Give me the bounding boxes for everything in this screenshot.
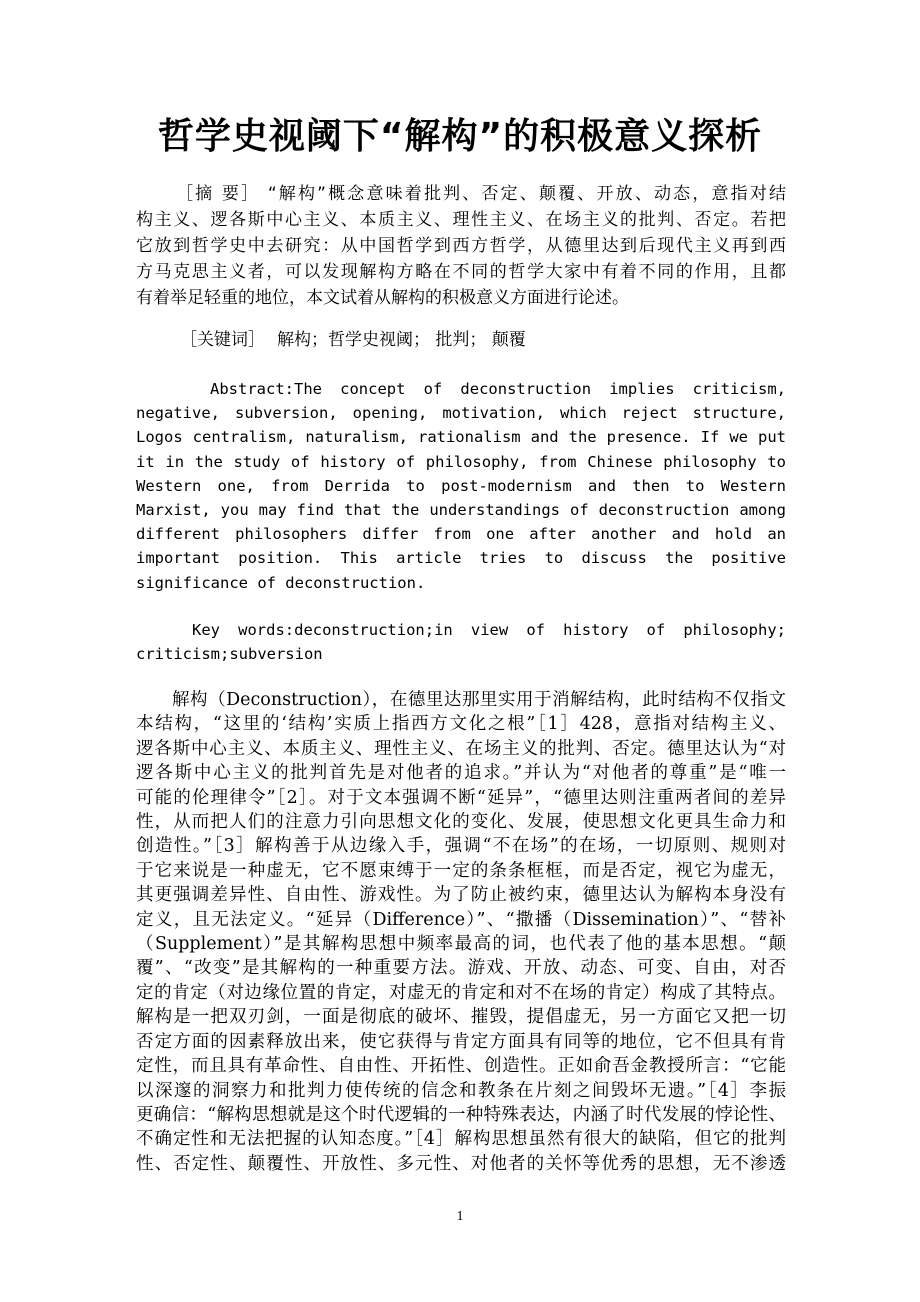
body-line: 于它来说是一种虚无，它不愿束缚于一定的条条框框，而是否定，视它为虚无， bbox=[136, 860, 786, 881]
body-line: 逻各斯中心主义的批判首先是对他者的追求。”并认为“对他者的尊重”是“唯一 bbox=[136, 763, 786, 784]
body-line: （Supplement）”是其解构思想中频率最高的词，也代表了他的基本思想。“颠 bbox=[136, 934, 786, 955]
abstract-cn bbox=[136, 181, 786, 311]
keywords-en bbox=[136, 618, 786, 666]
abstract-cn-line: 有着举足轻重的地位，本文试着从解构的积极意义方面进行论述。 bbox=[136, 288, 629, 308]
body-line: 否定方面的因素释放出来，使它获得与肯定方面具有同等的地位，它不但具有肯 bbox=[136, 1031, 786, 1052]
paper-title: 哲学史视阈下“解构”的积极意义探析 bbox=[157, 116, 763, 157]
body-line: 其更强调差异性、自由性、游戏性。为了防止被约束，德里达认为解构本身没有 bbox=[136, 885, 786, 906]
keywords-en-line: Key words:deconstruction;in view of history of philosophy; bbox=[192, 621, 786, 639]
body-line: 解构是一把双刃剑，一面是彻底的破坏、摧毁，提倡虚无，另一方面它又把一切 bbox=[136, 1007, 786, 1028]
keywords-en-line: criticism;subversion bbox=[136, 645, 323, 664]
abstract-en-line: Western one, from Derrida to post-modernism and then to Western bbox=[136, 476, 786, 495]
body-line: 性、否定性、颠覆性、开放性、多元性、对他者的关怀等优秀的思想，无不渗透 bbox=[136, 1153, 786, 1174]
abstract-en-line: Abstract:The concept of deconstruction implies criticism, bbox=[210, 380, 786, 398]
body-text bbox=[136, 688, 786, 1176]
abstract-cn-line: 方马克思主义者，可以发现解构方略在不同的哲学大家中有着不同的作用，且都 bbox=[136, 262, 786, 282]
abstract-en-line: it in the study of history of philosophy, from Chinese philosophy to bbox=[136, 452, 786, 471]
body-line: 性，从而把人们的注意力引向思想文化的变化、发展，使思想文化更具生命力和 bbox=[136, 812, 786, 833]
abstract-en-line: Logos centralism, naturalism, rationalism and the presence. If we put bbox=[136, 428, 786, 447]
page-number: 1 bbox=[456, 1209, 464, 1224]
body-line: 定义，且无法定义。“延异（Difference）”、“撒播（Dissemination）”、“替补 bbox=[136, 909, 786, 930]
body-line: 可能的伦理律令”［2］。对于文本强调不断“延异”，“德里达则注重两者间的差异 bbox=[136, 787, 786, 808]
body-line: 解构（Deconstruction），在德里达那里实用于消解结构，此时结构不仅指文 bbox=[172, 690, 786, 710]
abstract-cn-line: 它放到哲学史中去研究：从中国哲学到西方哲学，从德里达到后现代主义再到西 bbox=[136, 236, 786, 256]
abstract-cn-line: ［摘 要］ “解构”概念意味着批判、否定、颠覆、开放、动态，意指对结 bbox=[176, 184, 786, 204]
abstract-en-line: Marxist, you may find that the understandings of deconstruction among bbox=[136, 501, 786, 520]
body-line: 本结构，“这里的‘结构’实质上指西方文化之根”［1］428，意指对结构主义、 bbox=[136, 714, 786, 735]
body-line: 不确定性和无法把握的认知态度。”［4］解构思想虽然有很大的缺陷，但它的批判 bbox=[136, 1129, 786, 1150]
body-line: 更确信：“解构思想就是这个时代逻辑的一种特殊表达，内涵了时代发展的悖论性、 bbox=[136, 1104, 786, 1125]
keywords-cn-text: 解构；哲学史视阈； 批判； 颠覆 bbox=[277, 330, 526, 350]
body-line: 覆”、“改变”是其解构的一种重要方法。游戏、开放、动态、可变、自由，对否 bbox=[136, 958, 786, 979]
abstract-en-line: negative, subversion, opening, motivation, which reject structure, bbox=[136, 404, 786, 423]
body-line: 创造性。”［3］解构善于从边缘入手，强调“不在场”的在场，一切原则、规则对 bbox=[136, 836, 786, 857]
abstract-cn-line: 构主义、逻各斯中心主义、本质主义、理性主义、在场主义的批判、否定。若把 bbox=[136, 210, 786, 230]
body-line: 以深邃的洞察力和批判力使传统的信念和教条在片刻之间毁坏无遗。”［4］李振 bbox=[136, 1080, 786, 1101]
abstract-en-line: significance of deconstruction. bbox=[136, 573, 426, 592]
keywords-cn bbox=[180, 327, 526, 353]
body-line: 定的肯定（对边缘位置的肯定，对虚无的肯定和对不在场的肯定）构成了其特点。 bbox=[136, 982, 786, 1003]
body-line: 定性，而且具有革命性、自由性、开拓性、创造性。正如俞吾金教授所言：“它能 bbox=[136, 1056, 786, 1077]
abstract-en-line: different philosophers differ from one after another and hold an bbox=[136, 525, 786, 544]
abstract-en-line: important position. This article tries to discuss the positive bbox=[136, 549, 786, 568]
abstract-en bbox=[136, 377, 786, 595]
body-line: 逻各斯中心主义、本质主义、理性主义、在场主义的批判、否定。德里达认为“对 bbox=[136, 738, 786, 759]
keywords-cn-label: ［关键词］ bbox=[180, 330, 265, 350]
